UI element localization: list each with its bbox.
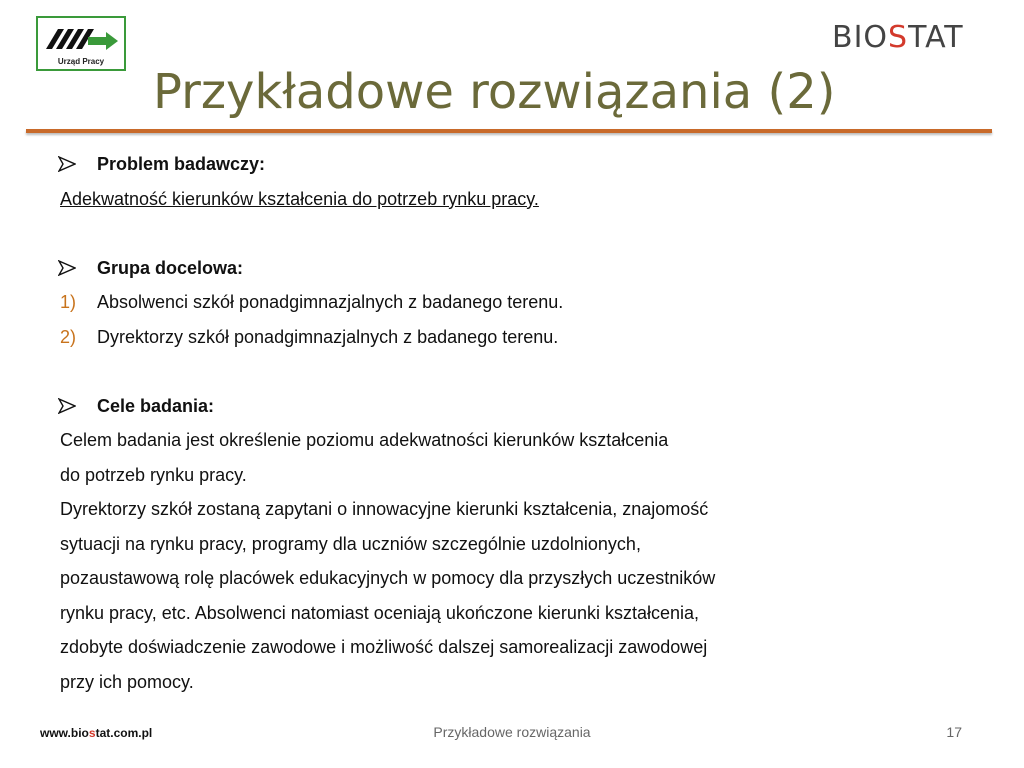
spacer: [60, 216, 960, 251]
arrow-bullet-icon: [58, 260, 76, 276]
title-divider: [26, 129, 992, 133]
group-heading-row: [60, 251, 960, 286]
list-item: [60, 285, 960, 320]
problem-heading: Problem badawczy:: [97, 154, 266, 174]
footer-url-part3: tat.com.pl: [95, 726, 153, 740]
spacer: [60, 354, 960, 389]
biostat-logo-part1: BIO: [832, 20, 889, 55]
goals-line: rynku pracy, etc. Absolwenci natomiast oceniają ukończone kierunki kształcenia,: [60, 602, 699, 623]
list-item: [60, 320, 960, 355]
goals-heading: Cele badania:: [97, 395, 215, 416]
problem-text-row: [60, 182, 960, 217]
list-item-text: Dyrektorzy szkół ponadgimnazjalnych z badanego terenu.: [97, 326, 559, 347]
slide-title: Przykładowe rozwiązania (2): [153, 64, 836, 120]
running-figures-icon: [44, 23, 120, 55]
footer-title: Przykładowe rozwiązania: [433, 724, 591, 740]
footer-url-accent: s: [88, 726, 96, 740]
slide-content: [60, 147, 960, 699]
page-number: 17: [946, 724, 962, 740]
problem-heading-row: [60, 147, 960, 182]
goals-line: zdobyte doświadczenie zawodowe i możliwość dalszej samorealizacji zawodowej: [60, 637, 708, 657]
list-item-text: Absolwenci szkół ponadgimnazjalnych z badanego terenu.: [97, 292, 564, 312]
biostat-logo-part3: TAT: [908, 20, 964, 55]
logo-caption: Urząd Pracy: [57, 57, 105, 66]
goals-line: Dyrektorzy szkół zostaną zapytani o innowacyjne kierunki kształcenia, znajomość: [60, 499, 709, 519]
footer-url-part1: www.bio: [40, 726, 89, 740]
list-number: 1): [60, 292, 77, 312]
goals-line: pozaustawową rolę placówek edukacyjnych w pomocy dla przyszłych uczestników: [60, 568, 716, 588]
goals-line: przy ich pomocy.: [60, 671, 194, 692]
biostat-logo-accent: S: [888, 20, 909, 55]
goals-line: do potrzeb rynku pracy.: [60, 464, 247, 485]
problem-text: Adekwatność kierunków kształcenia do potrzeb rynku pracy.: [60, 188, 539, 209]
urzad-pracy-logo: [36, 16, 126, 71]
list-number: 2): [60, 326, 77, 347]
biostat-logo: [832, 22, 964, 54]
group-heading: Grupa docelowa:: [97, 257, 244, 278]
arrow-bullet-icon: [58, 156, 76, 172]
goals-line: Celem badania jest określenie poziomu adekwatności kierunków kształcenia: [60, 430, 669, 450]
goals-heading-row: [60, 389, 960, 424]
goals-line: sytuacji na rynku pracy, programy dla uczniów szczególnie uzdolnionych,: [60, 533, 641, 554]
arrow-bullet-icon: [58, 398, 76, 414]
